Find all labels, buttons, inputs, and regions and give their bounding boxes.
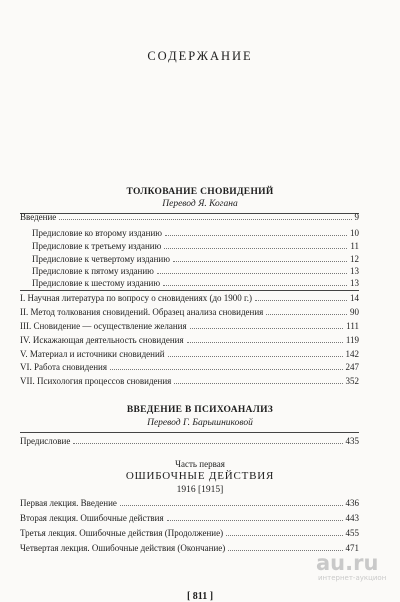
section-translator: Перевод Г. Барышниковой bbox=[147, 418, 253, 428]
toc-entry-label: III. Сновидение — осуществление желания bbox=[20, 321, 187, 331]
toc-entry-page: 471 bbox=[345, 543, 359, 553]
toc-entry-label: Предисловие к пятому изданию bbox=[32, 266, 154, 276]
toc-entry-page: 142 bbox=[345, 349, 359, 359]
toc-entry-label: I. Научная литература по вопросу о сновидениях (до 1900 г.) bbox=[20, 293, 252, 303]
toc-entry bbox=[20, 435, 359, 447]
page-number: [ 811 ] bbox=[186, 591, 214, 602]
toc-entry-label: VII. Психология процессов сновидения bbox=[20, 376, 172, 386]
toc-entry-label: Предисловие к третьему изданию bbox=[32, 241, 162, 251]
toc-entry-label: Четвертая лекция. Ошибочные действия (Окончание) bbox=[20, 543, 226, 553]
toc-entry-label: Вторая лекция. Ошибочные действия bbox=[20, 513, 164, 523]
leader-dots bbox=[266, 314, 347, 315]
toc-entry-page: 13 bbox=[350, 266, 359, 276]
toc-entry-label: Предисловие ко второму изданию bbox=[32, 228, 162, 238]
leader-dots bbox=[157, 273, 347, 274]
toc-entry-page: 436 bbox=[345, 498, 359, 508]
toc-entry-label: Третья лекция. Ошибочные действия (Продолжение) bbox=[20, 528, 224, 538]
watermark-tagline: интернет-аукцион bbox=[318, 574, 387, 582]
toc-entry bbox=[20, 361, 359, 373]
toc-entry-page: 90 bbox=[350, 307, 359, 317]
leader-dots bbox=[174, 383, 342, 384]
watermark-logo: au.ru bbox=[316, 551, 379, 575]
toc-entry bbox=[32, 240, 359, 252]
toc-entry bbox=[20, 542, 359, 554]
section-translator: Перевод Я. Когана bbox=[162, 199, 238, 209]
toc-entry bbox=[32, 265, 359, 277]
toc-entry-label: Введение bbox=[20, 212, 57, 222]
toc-entry-label: V. Материал и источники сновидений bbox=[20, 349, 165, 359]
toc-entry-page: 111 bbox=[346, 321, 359, 331]
leader-dots bbox=[190, 328, 344, 329]
toc-entry-page: 455 bbox=[345, 528, 359, 538]
toc-entry bbox=[20, 320, 359, 332]
toc-entry bbox=[20, 348, 359, 360]
toc-entry-page: 247 bbox=[345, 362, 359, 372]
toc-entry-page: 13 bbox=[350, 278, 359, 288]
toc-entry bbox=[20, 375, 359, 387]
part-years: 1916 [1915] bbox=[176, 485, 224, 495]
toc-entry-page: 352 bbox=[345, 376, 359, 386]
section-rule bbox=[20, 432, 359, 433]
leader-dots bbox=[187, 342, 343, 343]
section-title: ТОЛКОВАНИЕ СНОВИДЕНИЙ bbox=[126, 187, 274, 197]
leader-dots bbox=[73, 443, 342, 444]
toc-entry-page: 443 bbox=[345, 513, 359, 523]
leader-dots bbox=[110, 369, 343, 370]
leader-dots bbox=[164, 248, 347, 249]
toc-entry-label: VI. Работа сновидения bbox=[20, 362, 107, 372]
leader-dots bbox=[120, 505, 343, 506]
toc-entry bbox=[32, 253, 359, 265]
page-title: СОДЕРЖАНИЕ bbox=[147, 49, 253, 63]
toc-entry bbox=[20, 334, 359, 346]
toc-entry-page: 11 bbox=[350, 241, 359, 251]
part-label: Часть первая bbox=[175, 459, 225, 469]
leader-dots bbox=[165, 235, 347, 236]
toc-entry bbox=[20, 512, 359, 524]
toc-entry-page: 9 bbox=[354, 212, 359, 222]
leader-dots bbox=[59, 219, 351, 220]
toc-entry-page: 119 bbox=[345, 335, 359, 345]
section-rule bbox=[20, 290, 359, 291]
leader-dots bbox=[167, 520, 343, 521]
toc-entry bbox=[32, 227, 359, 239]
toc-entry-label: Предисловие к четвертому изданию bbox=[32, 254, 170, 264]
toc-entry-label: II. Метод толкования сновидений. Образец анализа сновидения bbox=[20, 307, 264, 317]
toc-entry-label: Предисловие к шестому изданию bbox=[32, 278, 161, 288]
section-title: ВВЕДЕНИЕ В ПСИХОАНАЛИЗ bbox=[126, 405, 274, 415]
leader-dots bbox=[163, 285, 347, 286]
toc-entry-label: Предисловие bbox=[20, 436, 71, 446]
watermark bbox=[316, 552, 396, 582]
toc-entry-page: 435 bbox=[345, 436, 359, 446]
leader-dots bbox=[168, 356, 343, 357]
toc-entry-page: 10 bbox=[350, 228, 359, 238]
leader-dots bbox=[226, 535, 342, 536]
leader-dots bbox=[255, 300, 347, 301]
toc-entry bbox=[20, 211, 359, 223]
toc-entry bbox=[20, 497, 359, 509]
part-title: ОШИБОЧНЫЕ ДЕЙСТВИЯ bbox=[125, 470, 275, 482]
toc-entry-label: Первая лекция. Введение bbox=[20, 498, 117, 508]
toc-entry bbox=[32, 277, 359, 289]
toc-entry-page: 14 bbox=[350, 293, 359, 303]
toc-entry bbox=[20, 292, 359, 304]
toc-entry bbox=[20, 527, 359, 539]
leader-dots bbox=[173, 261, 347, 262]
toc-entry-label: IV. Искажающая деятельность сновидения bbox=[20, 335, 184, 345]
toc-entry bbox=[20, 306, 359, 318]
toc-entry-page: 12 bbox=[350, 254, 359, 264]
